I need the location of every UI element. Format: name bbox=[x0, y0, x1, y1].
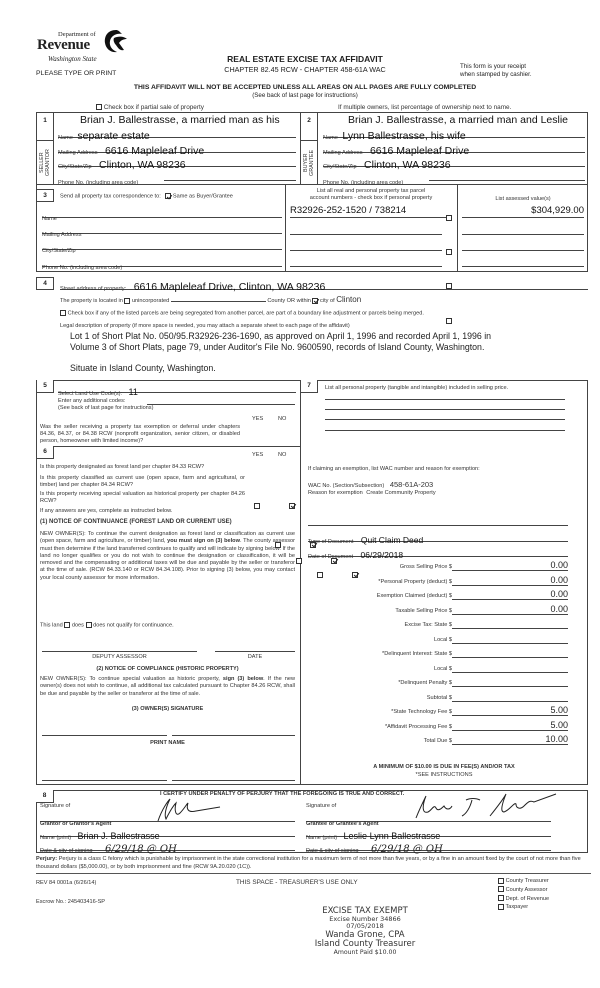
street-address-input[interactable]: 6616 Mapleleaf Drive, Clinton, WA 98236 bbox=[133, 281, 326, 293]
buyer-mailing-label: Mailing Address bbox=[323, 150, 363, 156]
yes-header-6: YES bbox=[252, 452, 264, 458]
certify-statement: I CERTIFY UNDER PENALTY OF PERJURY THAT THE FOREGOING IS TRUE AND CORRECT. bbox=[160, 791, 405, 797]
buyer-phone-input[interactable] bbox=[429, 173, 585, 181]
escrow-number: 245403416-SP bbox=[67, 899, 106, 905]
date-label: DATE bbox=[247, 654, 263, 660]
seller-name-line1[interactable]: Brian J. Ballestrasse, a married man as his bbox=[80, 114, 280, 126]
grantee-sig-label-1: Signature of bbox=[306, 803, 337, 809]
exemption-no-checkbox[interactable] bbox=[289, 503, 295, 509]
buyer-grantee-label: BUYER GRANTEE bbox=[303, 149, 315, 177]
additional-codes-label: Enter any additional codes: bbox=[58, 398, 126, 404]
unincorporated-label: unincorporated bbox=[131, 298, 170, 304]
corr-phone-label: Phone No. (including area code) bbox=[42, 265, 123, 271]
doc-type-label: Type of Document bbox=[308, 539, 354, 545]
buyer-phone-label: Phone No. (including area code) bbox=[323, 180, 404, 186]
partial-sale-checkbox[interactable] bbox=[96, 104, 102, 110]
deputy-assessor-signature[interactable] bbox=[42, 646, 197, 652]
corr-city-label: City/State/Zip bbox=[42, 248, 76, 254]
parcel-header-2: account numbers - check box if personal property bbox=[309, 195, 433, 201]
owner-signature-1[interactable] bbox=[42, 730, 167, 736]
wac-input[interactable]: 458-61A-203 bbox=[389, 480, 434, 489]
fee-row: Local $ bbox=[300, 662, 570, 677]
parcel-number-input[interactable] bbox=[290, 222, 442, 235]
receipt-note-2: when stamped by cashier. bbox=[460, 71, 532, 78]
fee-row: Gross Selling Price $ 0.00 bbox=[399, 560, 568, 570]
stamp-name: Wanda Grone, CPA bbox=[325, 930, 405, 940]
reason-input[interactable]: Create Community Property bbox=[366, 490, 436, 496]
distribution-list bbox=[498, 877, 549, 912]
additional-codes-note: (See back of last page for instructions) bbox=[58, 405, 154, 411]
deputy-assessor-label: DEPUTY ASSESSOR bbox=[92, 654, 147, 660]
logo-state: Washington State bbox=[48, 55, 97, 63]
assessed-value-input[interactable]: $304,929.00 bbox=[462, 205, 584, 218]
fee-row: Local $ bbox=[300, 633, 570, 648]
stamp-title: EXCISE TAX EXEMPT bbox=[322, 906, 408, 916]
seller-city-label: City/State/Zip bbox=[58, 164, 92, 170]
section-7-number: 7 bbox=[300, 380, 318, 393]
grantor-signature[interactable] bbox=[150, 795, 230, 825]
form-subtitle: CHAPTER 82.45 RCW - CHAPTER 458-61A WAC bbox=[224, 65, 386, 74]
doc-type-input[interactable]: Quit Claim Deed bbox=[360, 535, 424, 545]
seller-mailing-input[interactable]: 6616 Mapleleaf Drive bbox=[104, 145, 205, 157]
copy-county-treasurer[interactable]: County Treasurer bbox=[498, 877, 549, 886]
assessed-value-input[interactable] bbox=[462, 222, 584, 235]
copy-checkbox[interactable] bbox=[498, 886, 504, 892]
corr-name-label: Name bbox=[42, 216, 57, 222]
treasurer-use-only: THIS SPACE - TREASURER'S USE ONLY bbox=[236, 879, 358, 886]
reason-label: Reason for exemption bbox=[308, 490, 363, 496]
grantee-name-label: Name (print) bbox=[306, 835, 338, 841]
receipt-note-1: This form is your receipt bbox=[460, 63, 527, 70]
yes-header-5: YES bbox=[252, 416, 264, 422]
exemption-yes-checkbox[interactable] bbox=[254, 503, 260, 509]
grantor-date-label: Date & city of signing bbox=[40, 848, 93, 854]
please-type-or-print: PLEASE TYPE OR PRINT bbox=[36, 70, 117, 77]
fee-row: Excise Tax: State $ bbox=[300, 618, 570, 633]
seller-name-line2[interactable]: separate estate bbox=[77, 130, 150, 142]
fee-row: *Delinquent Penalty $ bbox=[300, 676, 570, 691]
assessor-date-input[interactable] bbox=[215, 646, 295, 652]
personal-property-line-4[interactable] bbox=[325, 430, 565, 431]
stamp-amount: Amount Paid $10.00 bbox=[333, 949, 397, 956]
fee-row: Total Due $ 10.00 bbox=[423, 734, 568, 744]
exemption-question: Was the seller receiving a property tax exemption or deferral under chapters 84.36, 84.37, or 84.38 RCW (nonprofit organization, senior citizen, or disabled person, homeowner with limited income)? bbox=[40, 424, 240, 444]
continuance-text: NEW OWNER(S): To continue the current designation as forest land or classification as current use (open space, farm and agriculture, or timber) land, you must sign on (3) below. The county assessor must then determine if the land transferred continues to qualify and will indicate by signing below. If the land no longer qualifies or you do not wish to continue the designation or classification, it will be removed and the compensating or additional taxes will be due and payable by the seller or transferor at the time of sale. (RCW 84.33.140 or RCW 84.34.108). Prior to signing (3) below, you may contact your local county assessor for more information. bbox=[40, 531, 295, 581]
same-as-buyer-checkbox[interactable] bbox=[165, 193, 171, 199]
form-title: REAL ESTATE EXCISE TAX AFFIDAVIT bbox=[227, 54, 383, 64]
copy-dept-revenue[interactable]: Dept. of Revenue bbox=[498, 895, 549, 904]
fee-row: *State Technology Fee $ 5.00 bbox=[391, 705, 568, 715]
section-2-number: 2 bbox=[307, 117, 311, 124]
fee-row: *Personal Property (deduct) $ 0.00 bbox=[378, 574, 568, 585]
street-address-label: Street address of property: bbox=[60, 286, 127, 292]
grantee-sig-label-2: Grantee or Grantee's Agent bbox=[306, 821, 379, 827]
copy-checkbox[interactable] bbox=[498, 904, 504, 910]
partial-sale-label: Check box if partial sale of property bbox=[103, 104, 204, 111]
city-input[interactable]: Clinton bbox=[336, 295, 362, 304]
county-input[interactable] bbox=[171, 296, 266, 302]
escrow-label: Escrow No.: bbox=[36, 899, 67, 905]
wac-label: WAC No. (Section/Subsection) bbox=[308, 483, 385, 489]
personal-property-line-1[interactable] bbox=[325, 399, 565, 400]
personal-property-label: List all personal property (tangible and intangible) included in selling price. bbox=[325, 385, 509, 391]
doc-date-label: Date of Document bbox=[308, 554, 354, 560]
additional-codes-input[interactable] bbox=[147, 398, 295, 405]
section-5-number: 5 bbox=[36, 380, 54, 393]
seller-grantor-label: SELLER GRANTOR bbox=[39, 149, 51, 177]
owner-print-name-1[interactable] bbox=[42, 775, 167, 781]
assessed-header: List assessed value(s) bbox=[495, 196, 551, 202]
fee-row: *Affidavit Processing Fee $ 5.00 bbox=[384, 719, 568, 730]
no-header-5: NO bbox=[278, 416, 287, 422]
see-instructions-note: *SEE INSTRUCTIONS bbox=[415, 772, 473, 778]
logo-revenue: Revenue bbox=[37, 37, 90, 53]
copy-county-assessor[interactable]: County Assessor bbox=[498, 886, 549, 895]
no-header-6: NO bbox=[278, 452, 287, 458]
personal-property-line-2[interactable] bbox=[325, 409, 565, 410]
parcel-personal-checkbox[interactable] bbox=[446, 249, 452, 255]
grantor-name-input[interactable]: Brian J. Ballestrasse bbox=[77, 831, 160, 841]
fee-row: Subtotal $ bbox=[300, 691, 570, 706]
section-6-number: 6 bbox=[36, 446, 54, 459]
same-as-buyer-label: Same as Buyer/Grantee bbox=[172, 193, 233, 200]
stamp-excise-number: Excise Number 34866 bbox=[329, 915, 401, 923]
parcel-number-input[interactable] bbox=[290, 254, 442, 267]
send-correspondence-label: Send all property tax correspondence to: bbox=[60, 193, 161, 200]
compliance-title: (2) NOTICE OF COMPLIANCE (HISTORIC PROPERTY) bbox=[96, 666, 239, 672]
buyer-name-label: Name bbox=[323, 135, 338, 141]
legal-description-input[interactable]: Lot 1 of Short Plat No. 050/95.R32926-236-1690, as approved on April 1, 1996 and recorded April 1, 1996 in Volume 3 of Short Plats, page 79, under Auditor's File No. 9600590, records of Island County, Washington. Situate in Island County, Washington. bbox=[70, 331, 492, 373]
section-4-number: 4 bbox=[36, 277, 54, 290]
seller-city-input[interactable]: Clinton, WA 98236 bbox=[99, 159, 186, 171]
located-in-label: The property is located in bbox=[60, 298, 123, 304]
unincorporated-checkbox[interactable] bbox=[124, 298, 130, 304]
grantee-date-input[interactable]: 6/29/18 @ OH bbox=[371, 844, 443, 855]
buyer-name-line2[interactable]: Lynn Ballestrasse, his wife bbox=[342, 130, 466, 142]
owner-signature-2[interactable] bbox=[172, 730, 295, 736]
grantor-name-label: Name (print) bbox=[40, 835, 72, 841]
grantor-sig-label-1: Signature of bbox=[40, 803, 71, 809]
parcel-number-input[interactable]: R32926-252-1520 / 738214 bbox=[290, 205, 446, 218]
historical-question: Is this property receiving special valuation as historical property per chapter 84.26 RCW? bbox=[40, 491, 245, 504]
corr-mailing-label: Mailing Address bbox=[42, 232, 82, 238]
grantee-name-input[interactable]: Leslie Lynn Ballestrasse bbox=[343, 831, 441, 841]
section-8-number: 8 bbox=[36, 790, 54, 803]
grantee-date-label: Date & city of signing bbox=[306, 848, 359, 854]
section-3-number: 3 bbox=[36, 189, 54, 202]
parcel-personal-checkbox[interactable] bbox=[446, 215, 452, 221]
dor-logo bbox=[36, 28, 136, 68]
grantee-signature[interactable] bbox=[410, 790, 560, 822]
does-not-label: does not qualify for continuance. bbox=[93, 622, 174, 629]
copy-checkbox[interactable] bbox=[498, 878, 504, 884]
copy-taxpayer[interactable]: Taxpayer bbox=[498, 903, 549, 912]
fee-row: *Delinquent Interest: State $ bbox=[300, 647, 570, 662]
doc-date-input[interactable]: 06/29/2018 bbox=[360, 550, 404, 560]
qualify-prefix: This land bbox=[40, 622, 63, 629]
parcel-header-1: List all real and personal property tax parcel bbox=[316, 188, 426, 194]
if-yes-instructions: If any answers are yes, complete as instructed below. bbox=[40, 508, 173, 514]
buyer-name-line1[interactable]: Brian J. Ballestrasse, a married man and Leslie bbox=[348, 114, 569, 126]
minimum-due-note: A MINIMUM OF $10.00 IS DUE IN FEE(S) AND/OR TAX bbox=[373, 764, 515, 770]
parcel-personal-checkbox[interactable] bbox=[446, 318, 452, 324]
compliance-text: NEW OWNER(S): To continue special valuation as historic property, sign (3) below. If the new owner(s) does not wish to continue, all additional tax calculated pursuant to Chapter 84.26 RCW, shall be due and payable by the seller or transferor at the time of sale. bbox=[40, 676, 295, 697]
perjury-notice: Perjury: Perjury is a class C felony which is punishable by imprisonment in the state correctional institution for a maximum term of not more than five years, or by a fine in an amount fixed by the court of not more than five thousand dollars ($5,000.00), or by both imprisonment and fine (RCW 9A.20.020 (1C)). bbox=[36, 856, 581, 870]
buyer-city-label: City/State/Zip bbox=[323, 164, 357, 170]
segregated-checkbox[interactable] bbox=[60, 310, 66, 316]
does-not-qualify-checkbox[interactable] bbox=[86, 622, 92, 628]
personal-property-line-3[interactable] bbox=[325, 419, 565, 420]
see-back-note: (See back of last page for instructions) bbox=[252, 92, 358, 99]
print-name-label: PRINT NAME bbox=[150, 740, 185, 746]
fee-table bbox=[300, 560, 570, 749]
grantor-date-input[interactable]: 6/29/18 @ OH bbox=[105, 844, 177, 855]
segregated-label: Check box if any of the listed parcels are being segregated from another parcel, are part of a boundary line adjustment or parcels being merged. bbox=[67, 310, 424, 317]
grantor-sig-label-2: Grantor or Grantor's Agent bbox=[40, 821, 112, 827]
continuance-title: (1) NOTICE OF CONTINUANCE (FOREST LAND OR CURRENT USE) bbox=[40, 519, 232, 525]
form-number: REV 84 0001a (6/26/14) bbox=[36, 880, 97, 886]
legal-description-label: Legal description of property (if more space is needed, you may attach a separate sheet to each page of the affidavit) bbox=[60, 323, 350, 329]
forest-land-question: Is this property designated as forest land per chapter 84.33 RCW? bbox=[40, 464, 205, 470]
buyer-city-input[interactable]: Clinton, WA 98236 bbox=[364, 159, 451, 171]
logo-dept-of: Department of bbox=[58, 31, 96, 38]
fee-row: Taxable Selling Price $ 0.00 bbox=[395, 603, 568, 614]
seller-phone-input[interactable] bbox=[164, 173, 296, 181]
current-use-question: Is this property classified as current use (open space, farm and agricultural, or timber) land per chapter 84.34 RCW? bbox=[40, 475, 245, 488]
dor-swirl-logo-icon bbox=[102, 28, 130, 54]
assessed-value-input[interactable] bbox=[462, 238, 584, 251]
fee-row: Exemption Claimed (deduct) $ 0.00 bbox=[376, 589, 568, 599]
seller-mailing-label: Mailing Address bbox=[58, 150, 98, 156]
does-qualify-checkbox[interactable] bbox=[64, 622, 70, 628]
buyer-mailing-input[interactable]: 6616 Mapleleaf Drive bbox=[369, 145, 470, 157]
seller-name-label: Name bbox=[58, 135, 73, 141]
parcel-number-input[interactable] bbox=[290, 238, 442, 251]
does-label: does bbox=[71, 622, 84, 629]
city-of-label: city of bbox=[320, 298, 335, 304]
assessed-value-input[interactable] bbox=[462, 254, 584, 267]
owner-signature-title: (3) OWNER(S) SIGNATURE bbox=[131, 706, 204, 712]
treasurer-stamp bbox=[300, 906, 430, 956]
seller-phone-label: Phone No. (including area code) bbox=[58, 180, 139, 186]
land-use-code-label: Select Land Use Code(s): bbox=[58, 391, 123, 397]
multiple-owners-note: If multiple owners, list percentage of ownership next to name. bbox=[338, 104, 512, 111]
stamp-date: 07/05/2018 bbox=[346, 922, 384, 930]
exemption-claim-label: If claiming an exemption, list WAC number and reason for exemption: bbox=[308, 466, 480, 472]
city-checkbox[interactable] bbox=[312, 298, 318, 304]
county-or-within-label: County OR within bbox=[267, 298, 311, 304]
owner-print-name-2[interactable] bbox=[172, 775, 295, 781]
stamp-office: Island County Treasurer bbox=[314, 939, 416, 949]
completion-warning: THIS AFFIDAVIT WILL NOT BE ACCEPTED UNLESS ALL AREAS ON ALL PAGES ARE FULLY COMPLETED bbox=[133, 84, 477, 91]
copy-checkbox[interactable] bbox=[498, 895, 504, 901]
land-use-code-input[interactable]: 11 bbox=[128, 387, 138, 397]
section-1-number: 1 bbox=[43, 117, 47, 124]
